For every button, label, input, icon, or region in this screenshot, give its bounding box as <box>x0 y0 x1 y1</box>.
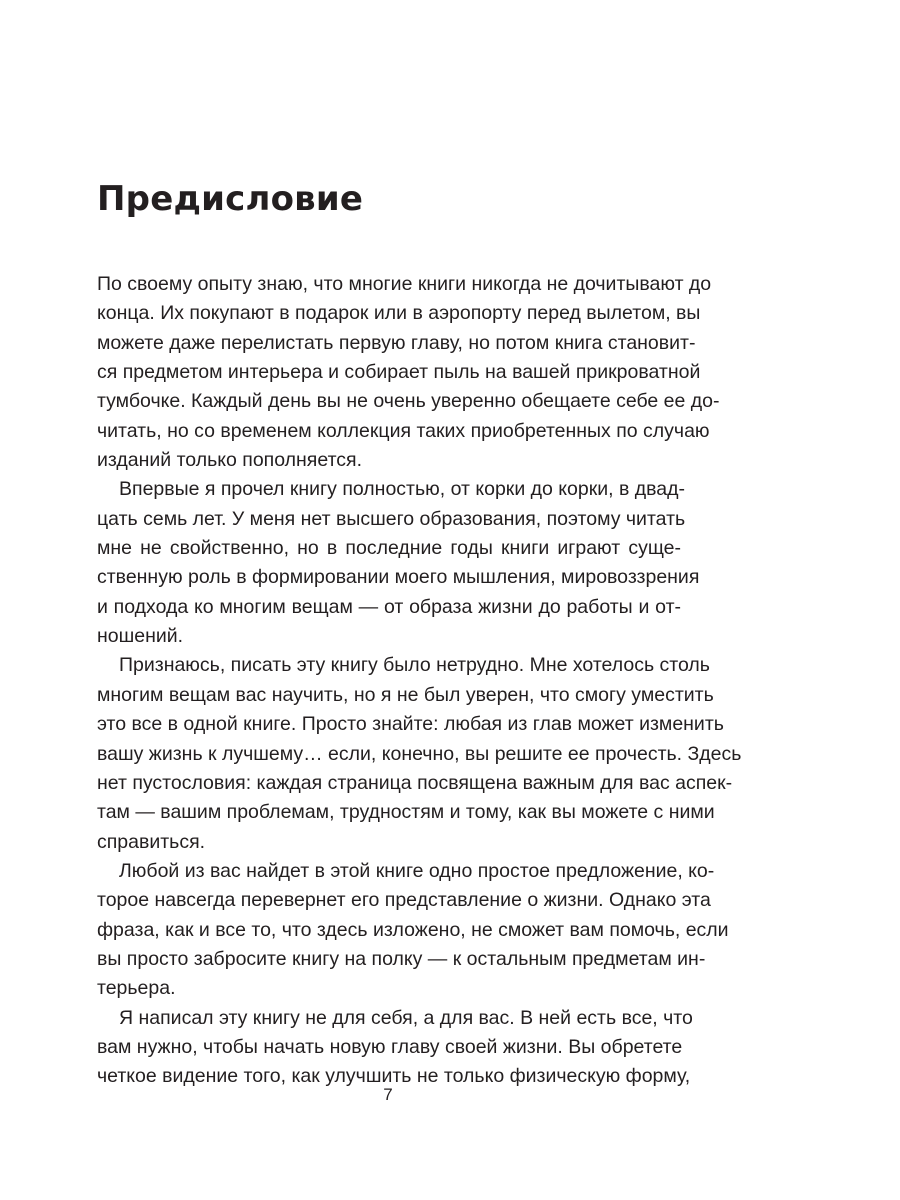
text-line: четкое видение того, как улучшить не только физическую форму, <box>97 1065 691 1088</box>
text-line: нет пустословия: каждая страница посвящена важным для вас аспек- <box>97 771 733 794</box>
text-line: фраза, как и все то, что здесь изложено, не сможет вам помочь, если <box>97 918 729 941</box>
text-line: Впервые я прочел книгу полностью, от корки до корки, в двад- <box>119 478 685 501</box>
text-line: ношений. <box>97 625 184 648</box>
text-line: ственную роль в формировании моего мышления, мировоззрения <box>97 566 700 589</box>
text-line: Признаюсь, писать эту книгу было нетрудно. Мне хотелось столь <box>119 654 710 677</box>
text-line: Я написал эту книгу не для себя, а для вас. В ней есть все, что <box>119 1006 693 1029</box>
text-line: торое навсегда перевернет его представление о жизни. Однако эта <box>97 889 711 912</box>
text-line: По своему опыту знаю, что многие книги никогда не дочитывают до <box>97 273 712 295</box>
text-line: вашу жизнь к лучшему… если, конечно, вы решите ее прочесть. Здесь <box>97 742 742 765</box>
text-line: цать семь лет. У меня нет высшего образования, поэтому читать <box>97 507 686 530</box>
text-line: это все в одной книге. Просто знайте: любая из глав может изменить <box>97 713 724 736</box>
text-line: справиться. <box>97 830 206 853</box>
text-line: можете даже перелистать первую главу, но потом книга становит- <box>97 331 696 354</box>
text-line: многим вещам вас научить, но я не был уверен, что смогу уместить <box>97 683 714 706</box>
text-line: и подхода ко многим вещам — от образа жизни до работы и от- <box>97 595 681 618</box>
text-line: ся предметом интерьера и собирает пыль на вашей прикроватной <box>97 361 701 384</box>
text-line: тумбочке. Каждый день вы не очень уверенно обещаете себе ее до- <box>97 390 720 413</box>
page-number: 7 <box>383 1085 393 1104</box>
text-line: изданий только пополняется. <box>97 449 363 472</box>
body-text <box>97 270 742 1092</box>
text-line: вам нужно, чтобы начать новую главу своей жизни. Вы обретете <box>97 1035 683 1058</box>
text-line: вы просто забросите книгу на полку — к остальным предметам ин- <box>97 947 706 970</box>
text-line: читать, но со временем коллекция таких приобретенных по случаю <box>97 419 710 442</box>
text-line: конца. Их покупают в подарок или в аэропорту перед вылетом, вы <box>97 302 701 325</box>
text-line: мне не свойственно, но в последние годы книги играют суще- <box>97 537 681 560</box>
text-line: терьера. <box>97 977 176 1000</box>
text-line: Любой из вас найдет в этой книге одно простое предложение, ко- <box>119 859 715 882</box>
chapter-title: Предисловие <box>97 179 364 219</box>
text-line: там — вашим проблемам, трудностям и тому, как вы можете с ними <box>97 801 715 824</box>
